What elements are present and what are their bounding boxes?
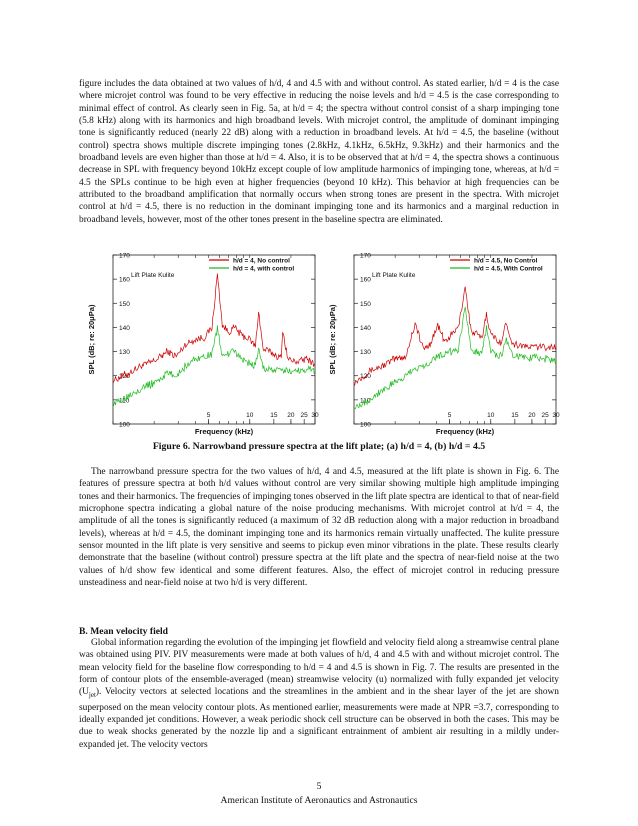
chart-b	[324, 247, 564, 442]
x-tick-label: 10	[487, 412, 495, 419]
y-tick-label: 170	[360, 252, 371, 260]
x-tick-label: 30	[311, 412, 319, 419]
y-tick-label: 160	[119, 276, 130, 284]
y-tick-label: 170	[119, 252, 130, 260]
paragraph-text: Global information regarding the evolution of the impinging jet flowfield and velocity field along a streamwise central plane was obtained using PIV. PIV measurements were made at both values of h/d, 4 and 4.5 with and without microjet control. The mean velocity field for the baseline flow corresponding to h/d = 4 and 4.5 is shown in Fig. 7. The results are presented in the form of contour plots of the ensemble-averaged (mean) streamwise velocity (u) normalized with fully expanded jet velocity (U	[79, 638, 559, 698]
page-footer: American Institute of Aeronautics and Astronautics	[220, 795, 418, 806]
body-paragraph	[79, 637, 559, 751]
page-number: 5	[316, 781, 322, 792]
plot-frame	[113, 252, 315, 424]
chart-title: Lift Plate Kulite	[131, 272, 175, 279]
chart-a	[83, 247, 323, 442]
series-line-no-control	[113, 274, 315, 384]
series-line-no-control	[354, 287, 556, 386]
y-tick-label: 150	[119, 300, 130, 308]
x-tick-label: 20	[528, 412, 536, 419]
y-axis-label: SPL (dB; re: 20μPa)	[87, 304, 96, 375]
y-tick-label: 100	[119, 421, 130, 429]
y-axis-label: SPL (dB; re: 20μPa)	[328, 304, 337, 375]
figure-caption: Figure 6. Narrowband pressure spectra at the lift plate; (a) h/d = 4, (b) h/d = 4.5	[152, 441, 486, 452]
x-tick-label: 30	[552, 412, 560, 419]
body-paragraph: The narrowband pressure spectra for the two values of h/d, 4 and 4.5, measured at the lift plate is shown in Fig. 6. The features of pressure spectra at both h/d values without control are very similar showing multiple high amplitude impinging tones and their harmonics. The frequencies of impinging tones observed in the lift plate spectra are identical to that of near-field microphone spectra indicating a global nature of the noise producing mechanisms. With microjet control at h/d = 4, the amplitude of all the tones is significantly reduced (a maximum of 32 dB reduction along with a major reduction in broadband levels), whereas at h/d = 4.5, the dominant impinging tone and its harmonics remain virtually unaffected. The kulite pressure sensor mounted in the lift plate is very sensitive and seems to pickup even minor vibrations in the plate. These results clearly demonstrate that the baseline (without control) pressure spectra at the lift plate and the spectra of near-field noise at the two values of h/d show few identical and some different features. Also, the effect of microjet control in reducing pressure unsteadiness and near-field noise at two h/d is very different.	[79, 467, 559, 589]
x-tick-label: 15	[270, 412, 278, 419]
x-tick-label: 20	[287, 412, 295, 419]
paragraph-text: ). Velocity vectors at selected locations and the streamlines in the ambient and in the shear layer of the jet are shown superposed on the mean velocity contour plots. As mentioned earlier, measurements were made at NPR =3.7, corresponding to ideally expanded jet conditions. However, a weak periodic shock cell structure can be observed in both the cases. This may be due to weak shocks generated by the nozzle lip and a significant entrainment of ambient air resulting in a mildly under-expanded jet. The velocity vectors	[79, 687, 559, 750]
x-tick-label: 15	[511, 412, 519, 419]
legend-label: h/d = 4, with control	[233, 265, 295, 273]
y-tick-label: 100	[360, 421, 371, 429]
legend-label: h/d = 4.5, No Control	[474, 257, 538, 265]
y-tick-label: 140	[360, 324, 371, 332]
x-tick-label: 25	[541, 412, 549, 419]
y-tick-label: 140	[119, 324, 130, 332]
y-tick-label: 120	[119, 373, 130, 381]
x-tick-label: 5	[447, 412, 452, 419]
x-axis-label: Frequency (kHz)	[194, 427, 254, 436]
y-tick-label: 160	[360, 276, 371, 284]
subscript: jet	[88, 691, 96, 700]
x-tick-label: 5	[206, 412, 211, 419]
y-tick-label: 120	[360, 373, 371, 381]
y-tick-label: 150	[360, 300, 371, 308]
section-heading: B. Mean velocity field	[79, 626, 168, 637]
y-tick-label: 130	[360, 349, 371, 357]
chart-title: Lift Plate Kulite	[372, 272, 416, 279]
legend-label: h/d = 4, No control	[233, 257, 290, 265]
y-tick-label: 130	[119, 349, 130, 357]
legend-label: h/d = 4.5, With Control	[474, 265, 543, 273]
x-tick-label: 25	[300, 412, 308, 419]
y-tick-label: 110	[360, 397, 371, 405]
x-axis-label: Frequency (kHz)	[435, 427, 495, 436]
plot-frame	[354, 252, 556, 424]
y-tick-label: 110	[119, 397, 130, 405]
body-paragraph: figure includes the data obtained at two values of h/d, 4 and 4.5 with and without control. As stated earlier, h/d = 4 is the case where microjet control was found to be very effective in reducing the noise levels and h/d = 4.5 is the case corresponding to minimal effect of control. As clearly seen in Fig. 5a, at h/d = 4; the spectra without control consist of a sharp impinging tone (5.8 kHz) along with its harmonics and high broadband levels. With microjet control, the amplitude of dominant impinging tone is significantly reduced (nearly 22 dB) along with a reduction in broadband levels. At h/d = 4.5, the baseline (without control) spectra shows multiple discrete impinging tones (2.8kHz, 4.1kHz, 6.5kHz, 9.3kHz) and their harmonics and the broadband levels are even higher than those at h/d = 4. Also, it is to be observed that at h/d = 4, the spectra shows a continuous decrease in SPL with frequency beyond 10kHz except couple of low amplitude harmonics of impinging tone, whereas, at h/d = 4.5 the SPLs continue to be high even at higher frequencies (beyond 10 kHz). This behavior at high frequencies can be attributed to the broadband amplification that normally occurs when strong tones are present in the spectra. With microjet control at h/d = 4.5, there is no reduction in the dominant impinging tone and its harmonics and a marginal reduction in broadband levels, however, most of the other tones present in the baseline spectra are eliminated.	[79, 79, 559, 225]
x-tick-label: 10	[246, 412, 254, 419]
series-line-with-control	[354, 307, 556, 410]
